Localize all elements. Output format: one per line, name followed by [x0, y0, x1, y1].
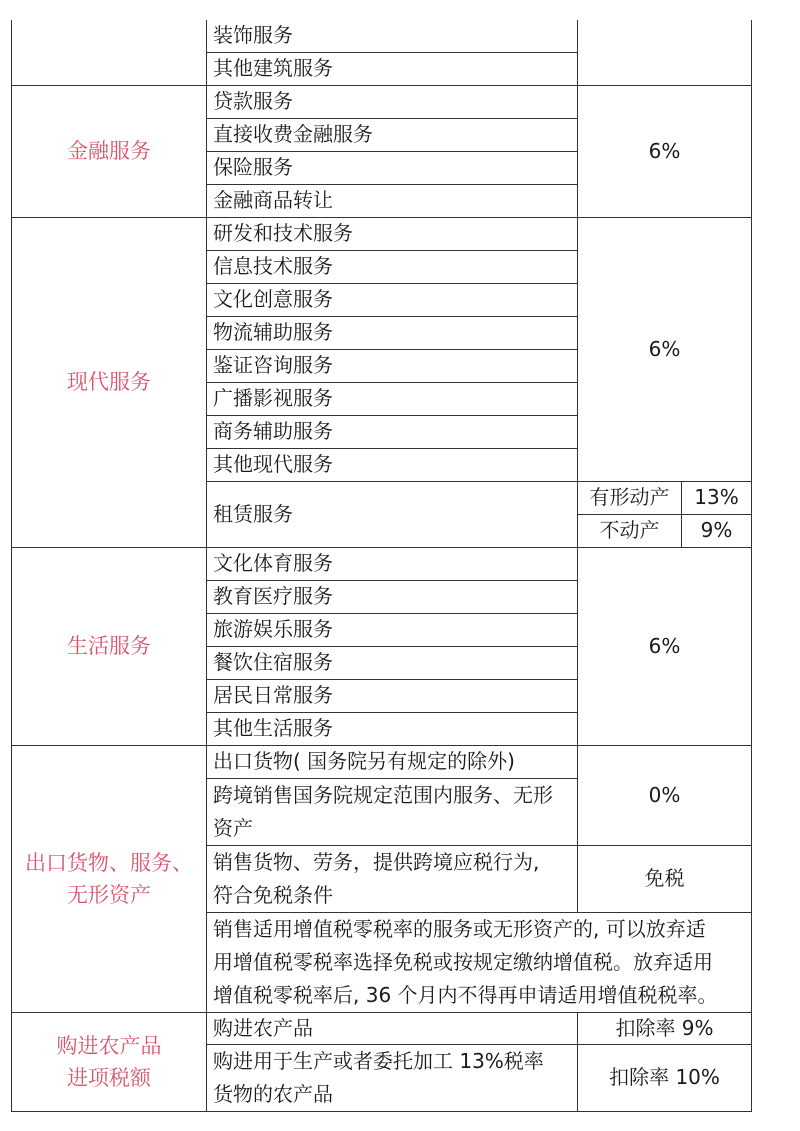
- agri-purchase: 购进农产品: [207, 1012, 578, 1044]
- leasing-movable-rate: 13%: [682, 481, 752, 514]
- export-cross-border: [207, 778, 578, 845]
- construction-item: 装饰服务: [207, 20, 578, 52]
- modern-rate: 6%: [578, 217, 752, 481]
- category-export-line: 无形资产: [67, 882, 151, 907]
- category-export-line: 出口货物、服务、: [25, 850, 193, 875]
- leasing-movable-label: 有形动产: [578, 481, 682, 514]
- agri-processing-line: 购进用于生产或者委托加工 13%税率: [213, 1048, 544, 1073]
- construction-rate-cell: [578, 20, 752, 85]
- finance-item: 保险服务: [207, 151, 578, 184]
- life-item: 其他生活服务: [207, 712, 578, 745]
- agri-processing-rate: 扣除率 10%: [578, 1044, 752, 1111]
- export-exempt-line: 销售货物、劳务，提供跨境应税行为,: [213, 849, 540, 874]
- finance-item: 直接收费金融服务: [207, 118, 578, 151]
- category-modern: 现代服务: [12, 217, 207, 547]
- finance-item: 贷款服务: [207, 85, 578, 118]
- export-exempt-desc: [207, 845, 578, 912]
- category-agri-line: 购进农产品: [56, 1033, 162, 1058]
- category-life: 生活服务: [12, 547, 207, 745]
- export-goods: 出口货物( 国务院另有规定的除外): [207, 745, 578, 778]
- export-cross-border-line: 资产: [213, 815, 253, 840]
- life-item: 旅游娱乐服务: [207, 613, 578, 646]
- finance-rate: 6%: [578, 85, 752, 217]
- life-item: 教育医疗服务: [207, 580, 578, 613]
- category-export: [12, 745, 207, 1012]
- construction-category-cell: [12, 20, 207, 85]
- export-exempt-rate: 免税: [578, 845, 752, 912]
- modern-item: 其他现代服务: [207, 448, 578, 481]
- finance-item: 金融商品转让: [207, 184, 578, 217]
- modern-item: 物流辅助服务: [207, 316, 578, 349]
- category-finance: 金融服务: [12, 85, 207, 217]
- leasing-immovable-rate: 9%: [682, 514, 752, 547]
- modern-item: 研发和技术服务: [207, 217, 578, 250]
- leasing-immovable-label: 不动产: [578, 514, 682, 547]
- life-item: 居民日常服务: [207, 679, 578, 712]
- export-zero-rate: 0%: [578, 745, 752, 845]
- category-agri: [12, 1012, 207, 1111]
- life-item: 餐饮住宿服务: [207, 646, 578, 679]
- export-note: [207, 912, 752, 1012]
- agri-purchase-rate: 扣除率 9%: [578, 1012, 752, 1044]
- export-cross-border-line: 跨境销售国务院规定范围内服务、无形: [213, 782, 553, 807]
- modern-item: 文化创意服务: [207, 283, 578, 316]
- life-rate: 6%: [578, 547, 752, 745]
- construction-item: 其他建筑服务: [207, 52, 578, 85]
- modern-item: 商务辅助服务: [207, 415, 578, 448]
- export-note-line: 增值税零税率后, 36 个月内不得再申请适用增值税税率。: [213, 982, 718, 1007]
- leasing-label: 租赁服务: [207, 481, 578, 547]
- export-note-line: 销售适用增值税零税率的服务或无形资产的, 可以放弃适: [213, 916, 706, 941]
- vat-rate-table: [11, 20, 752, 1112]
- agri-processing-line: 货物的农产品: [213, 1081, 333, 1106]
- category-agri-line: 进项税额: [67, 1065, 151, 1090]
- export-exempt-line: 符合免税条件: [213, 882, 333, 907]
- modern-item: 鉴证咨询服务: [207, 349, 578, 382]
- modern-item: 信息技术服务: [207, 250, 578, 283]
- life-item: 文化体育服务: [207, 547, 578, 580]
- agri-processing: [207, 1044, 578, 1111]
- export-note-line: 用增值税零税率选择免税或按规定缴纳增值税。放弃适用: [213, 949, 713, 974]
- modern-item: 广播影视服务: [207, 382, 578, 415]
